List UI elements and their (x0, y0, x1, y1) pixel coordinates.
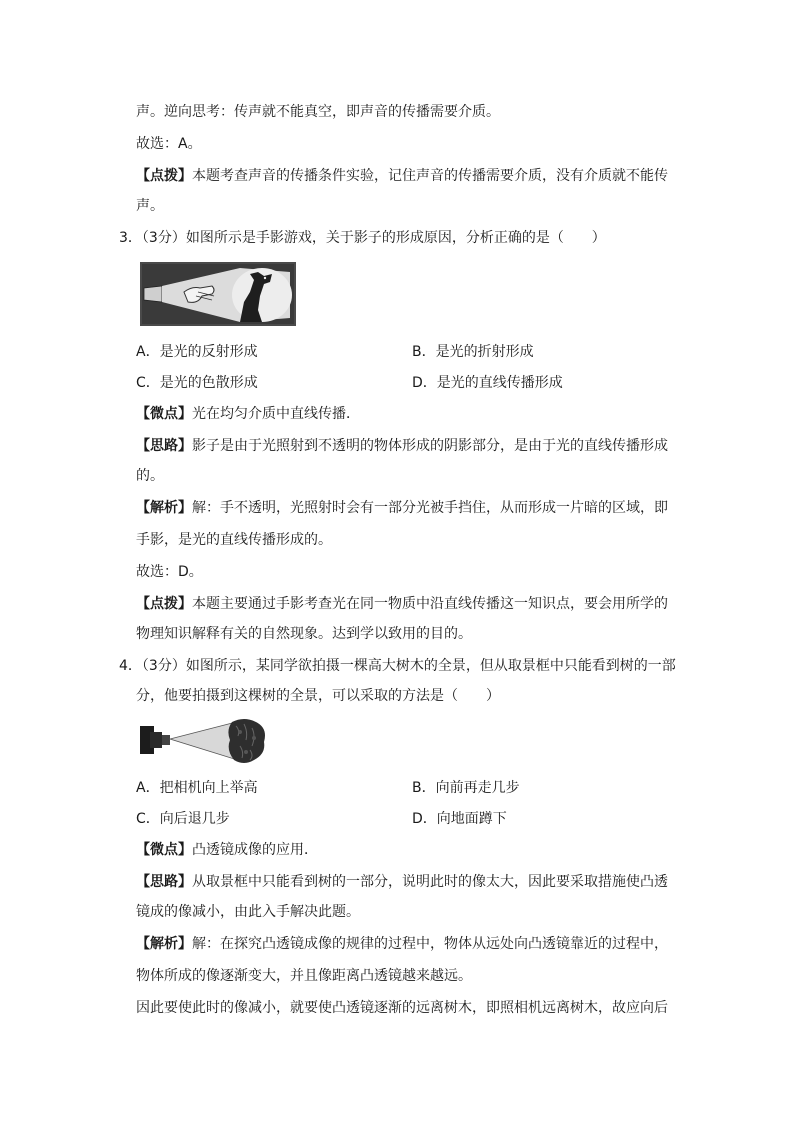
option-a: A．把相机向上举高 (136, 780, 258, 796)
section-tag: 【微点】 (136, 406, 192, 422)
analysis-text: 本题主要通过手影考查光在同一物质中沿直线传播这一知识点，要会用所学的 (192, 596, 668, 612)
idea-text: 从取景框中只能看到树的一部分，说明此时的像太大，因此要采取措施使凸透 (192, 874, 668, 890)
camera-tree-figure (140, 716, 270, 766)
question-4-stem: 4．（3分）如图所示，某同学欲拍摄一棵高大树木的全景，但从取景框中只能看到树的一部 (119, 658, 676, 674)
option-a: A．是光的反射形成 (136, 344, 258, 360)
section-tag: 【解析】 (136, 936, 192, 952)
solution-text: 解：在探究凸透镜成像的规律的过程中，物体从远处向凸透镜靠近的过程中， (192, 936, 668, 952)
text-line: 手影，是光的直线传播形成的。 (136, 532, 332, 548)
idea-line (136, 872, 668, 892)
question-3-stem: 3．（3分）如图所示是手影游戏，关于影子的形成原因，分析正确的是（ ） (119, 230, 606, 246)
solution-line (136, 498, 668, 518)
option-b: B．向前再走几步 (412, 780, 520, 796)
option-d: D．是光的直线传播形成 (412, 375, 563, 391)
section-tag: 【思路】 (136, 874, 192, 890)
text-line: 声。 (136, 198, 164, 214)
analysis-line (136, 594, 668, 614)
option-b: B．是光的折射形成 (412, 344, 534, 360)
point-text: 凸透镜成像的应用． (192, 842, 318, 858)
section-tag: 【解析】 (136, 500, 192, 516)
solution-text: 解：手不透明，光照射时会有一部分光被手挡住，从而形成一片暗的区域，即 (192, 500, 668, 516)
text-line: 的。 (136, 468, 164, 484)
section-tag: 【点拨】 (136, 168, 192, 184)
option-c: C．是光的色散形成 (136, 375, 258, 391)
point-line (136, 404, 360, 424)
section-tag: 【思路】 (136, 438, 192, 454)
analysis-text: 本题考查声音的传播条件实验，记住声音的传播需要介质，没有介质就不能传 (192, 168, 668, 184)
idea-text: 影子是由于光照射到不透明的物体形成的阴影部分，是由于光的直线传播形成 (192, 438, 668, 454)
analysis-line (136, 166, 668, 186)
option-d: D．向地面蹲下 (412, 811, 507, 827)
point-line (136, 840, 318, 860)
point-text: 光在均匀介质中直线传播． (192, 406, 360, 422)
hand-shadow-figure (140, 262, 296, 326)
text-line: 声。逆向思考：传声就不能真空，即声音的传播需要介质。 (136, 104, 500, 120)
section-tag: 【微点】 (136, 842, 192, 858)
option-c: C．向后退几步 (136, 811, 230, 827)
text-line: 物理知识解释有关的自然现象。达到学以致用的目的。 (136, 626, 472, 642)
idea-line (136, 436, 668, 456)
text-line: 物体所成的像逐渐变大，并且像距离凸透镜越来越远。 (136, 968, 472, 984)
section-tag: 【点拨】 (136, 596, 192, 612)
answer-line: 故选：D。 (136, 564, 203, 580)
answer-line: 故选：A。 (136, 136, 202, 152)
question-4-stem-cont: 分，他要拍摄到这棵树的全景，可以采取的方法是（ ） (136, 688, 500, 704)
text-line: 镜成的像减小，由此入手解决此题。 (136, 904, 360, 920)
text-line: 因此要使此时的像减小，就要使凸透镜逐渐的远离树木，即照相机远离树木，故应向后 (136, 1000, 668, 1016)
solution-line (136, 934, 668, 954)
